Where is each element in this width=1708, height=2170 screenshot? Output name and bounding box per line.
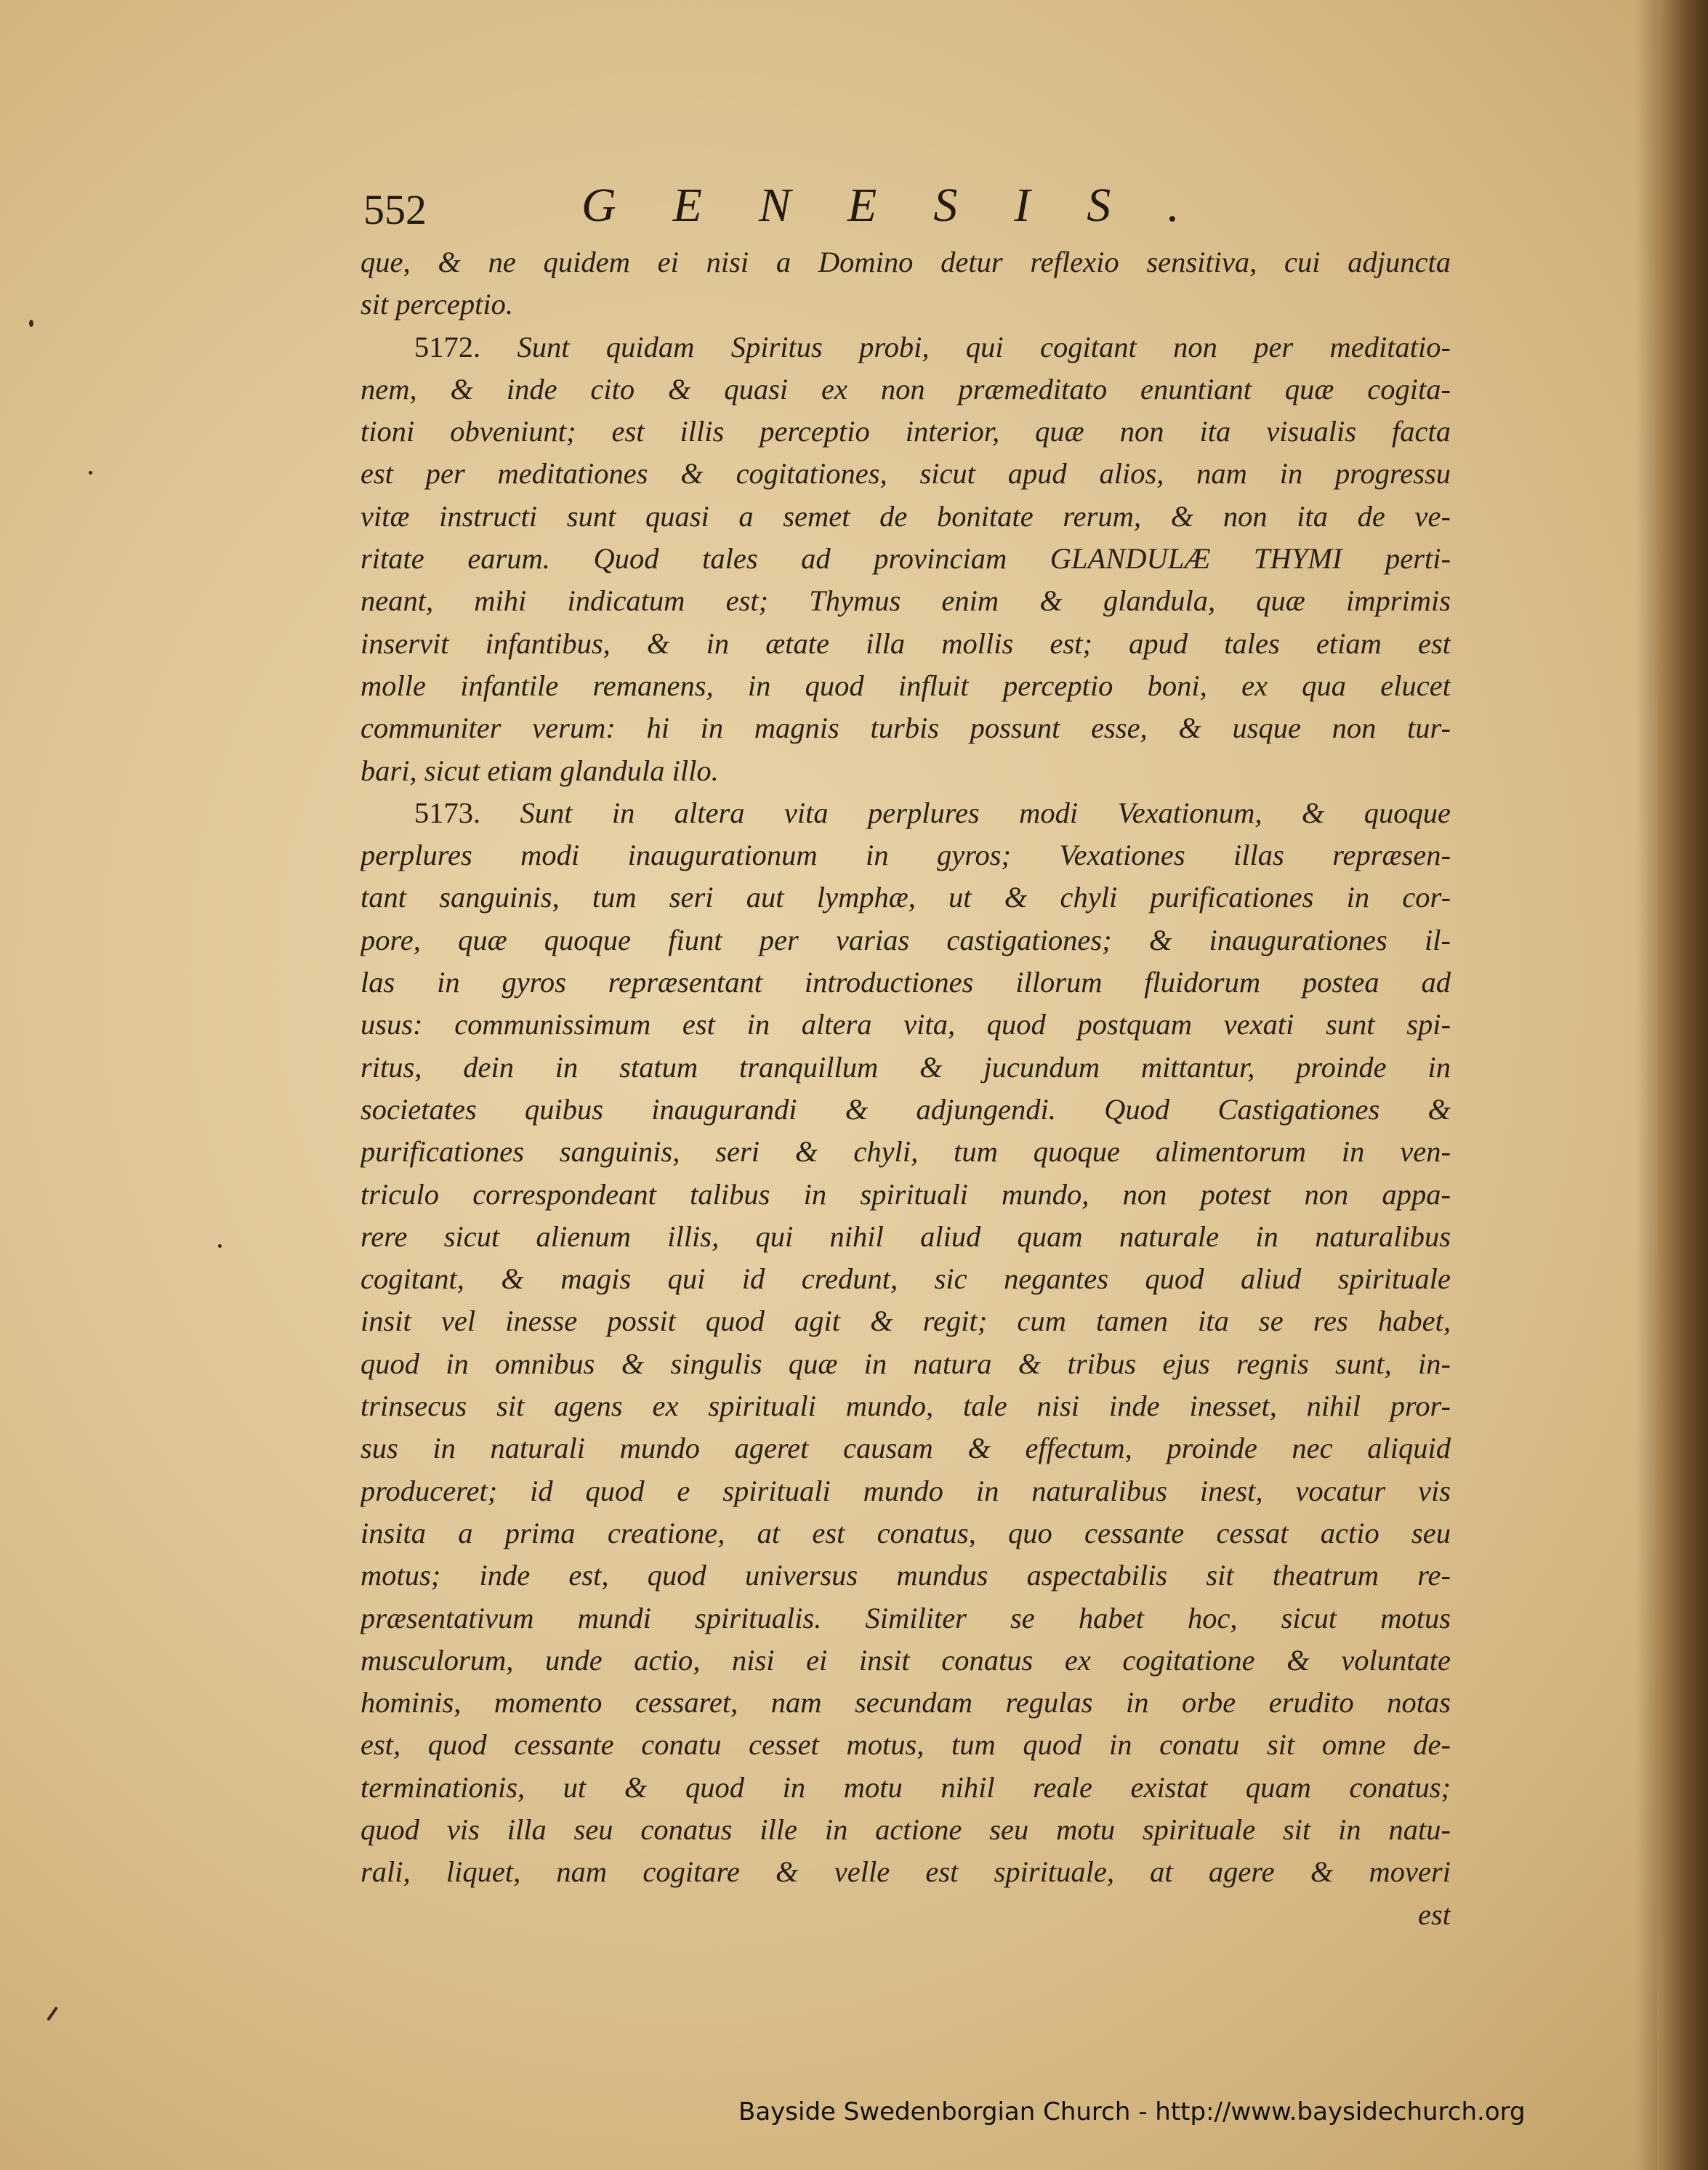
line-text: inservit infantibus, & in ætate illa mollis est; apud tales etiam est	[360, 626, 1451, 660]
text-line	[360, 241, 1451, 283]
line-text: que, & ne quidem ei nisi a Domino detur reflexio sensitiva, cui adjuncta	[360, 246, 1451, 278]
text-line	[360, 834, 1451, 876]
text-line	[360, 1809, 1451, 1851]
line-text: insita a prima creatione, at est conatus, quo cessante cessat actio seu	[360, 1516, 1451, 1549]
line-text: Sunt quidam Spiritus probi, qui cogitant non per meditatio-	[517, 330, 1451, 363]
text-line	[360, 1385, 1451, 1427]
paper-speck	[47, 2006, 58, 2021]
line-text: pore, quæ quoque fiunt per varias castigationes; & inaugurationes il-	[360, 923, 1451, 956]
line-text: cogitant, & magis qui id credunt, sic negantes quod aliud spirituale	[360, 1262, 1451, 1296]
line-text: hominis, momento cessaret, nam secundam regulas in orbe erudito notas	[360, 1686, 1451, 1719]
text-line	[360, 326, 1451, 368]
line-text: societates quibus inaugurandi & adjungendi. Quod Castigationes &	[360, 1092, 1451, 1126]
text-line	[360, 1131, 1451, 1173]
running-title: GENESIS.	[581, 179, 1236, 232]
text-line	[360, 283, 1451, 326]
line-text: motus; inde est, quod universus mundus aspectabilis sit theatrum re-	[360, 1559, 1451, 1592]
line-text: ritate earum. Quod tales ad provinciam GLANDULÆ THYMI perti-	[360, 542, 1451, 576]
text-line	[360, 496, 1451, 538]
page-number: 552	[363, 186, 427, 233]
text-line	[360, 1046, 1451, 1089]
text-line	[360, 665, 1451, 707]
line-text: est per meditationes & cogitationes, sicut apud alios, nam in progressu	[360, 457, 1451, 491]
text-line	[360, 1894, 1451, 1936]
line-text: produceret; id quod e spirituali mundo in naturalibus inest, vocatur vis	[360, 1474, 1451, 1507]
paragraph-number: 5173.	[414, 796, 481, 829]
text-line	[360, 1851, 1451, 1893]
line-text: musculorum, unde actio, nisi ei insit conatus ex cogitatione & voluntate	[360, 1643, 1451, 1677]
line-text: rali, liquet, nam cogitare & velle est spirituale, at agere & moveri	[360, 1855, 1451, 1889]
line-text: ritus, dein in statum tranquillum & jucundum mittantur, proinde in	[360, 1050, 1451, 1084]
page-header	[363, 178, 1454, 236]
book-gutter	[1657, 0, 1708, 2170]
text-line	[360, 1682, 1451, 1724]
line-text: sit perceptio.	[360, 288, 513, 321]
line-text: insit vel inesse possit quod agit & regit; cum tamen ita se res habet,	[360, 1304, 1451, 1338]
line-text: est	[1418, 1897, 1451, 1931]
line-text: communiter verum: hi in magnis turbis possunt esse, & usque non tur-	[360, 711, 1451, 745]
line-text: vitæ instructi sunt quasi a semet de bonitate rerum, & non ita de ve-	[360, 499, 1451, 533]
text-line	[360, 1639, 1451, 1682]
text-line	[360, 792, 1451, 834]
line-text: molle infantile remanens, in quod influit perceptio boni, ex qua elucet	[360, 669, 1451, 702]
line-text: nem, & inde cito & quasi ex non præmeditato enuntiant quæ cogita-	[360, 372, 1451, 406]
text-line	[360, 750, 1451, 792]
text-line	[360, 1174, 1451, 1216]
text-line	[360, 1258, 1451, 1300]
text-line	[360, 1216, 1451, 1258]
line-text: usus: communissimum est in altera vita, quod postquam vexati sunt spi-	[360, 1008, 1451, 1041]
text-line	[360, 411, 1451, 453]
line-text: purificationes sanguinis, seri & chyli, tum quoque alimentorum in ven-	[360, 1135, 1451, 1169]
text-line	[360, 1343, 1451, 1385]
line-text: Sunt in altera vita perplures modi Vexationum, & quoque	[520, 796, 1451, 829]
line-text: neant, mihi indicatum est; Thymus enim & glandula, quæ imprimis	[360, 584, 1451, 618]
text-line	[360, 1724, 1451, 1766]
text-line	[360, 1089, 1451, 1131]
body-text	[360, 241, 1451, 1936]
text-line	[360, 368, 1451, 411]
line-text: est, quod cessante conatu cesset motus, tum quod in conatu sit omne de-	[360, 1728, 1451, 1762]
paper-speck	[218, 1244, 222, 1248]
text-line	[360, 623, 1451, 665]
line-text: triculo correspondeant talibus in spirituali mundo, non potest non appa-	[360, 1177, 1451, 1211]
line-text: tant sanguinis, tum seri aut lymphæ, ut & chyli purificationes in cor-	[360, 881, 1451, 914]
line-text: quod vis illa seu conatus ille in actione seu motu spirituale sit in natu-	[360, 1812, 1451, 1846]
text-line	[360, 1597, 1451, 1639]
line-text: quod in omnibus & singulis quæ in natura & tribus ejus regnis sunt, in-	[360, 1347, 1451, 1380]
text-line	[360, 1004, 1451, 1046]
text-line	[360, 1554, 1451, 1597]
line-text: trinsecus sit agens ex spirituali mundo, tale nisi inde inesset, nihil pror-	[360, 1389, 1451, 1423]
line-text: bari, sicut etiam glandula illo.	[360, 754, 719, 787]
footer-credit: Bayside Swedenborgian Church - http://www.baysidechurch.org	[738, 2097, 1526, 2126]
text-line	[360, 1512, 1451, 1554]
text-line	[360, 961, 1451, 1004]
paper-speck	[29, 320, 33, 327]
text-line	[360, 1300, 1451, 1342]
text-line	[360, 580, 1451, 622]
text-line	[360, 876, 1451, 919]
text-line	[360, 453, 1451, 495]
line-text: las in gyros repræsentant introductiones illorum fluidorum postea ad	[360, 966, 1451, 999]
paper-speck	[89, 471, 92, 475]
line-text: perplures modi inaugurationum in gyros; Vexationes illas repræsen-	[360, 839, 1451, 872]
line-text: sus in naturali mundo ageret causam & effectum, proinde nec aliquid	[360, 1432, 1451, 1465]
line-text: præsentativum mundi spiritualis. Similiter se habet hoc, sicut motus	[360, 1601, 1451, 1634]
text-line	[360, 1427, 1451, 1469]
text-line	[360, 1767, 1451, 1809]
line-text: terminationis, ut & quod in motu nihil reale existat quam conatus;	[360, 1770, 1451, 1804]
text-line	[360, 919, 1451, 961]
text-line	[360, 538, 1451, 580]
text-line	[360, 1470, 1451, 1512]
line-text: rere sicut alienum illis, qui nihil aliud quam naturale in naturalibus	[360, 1219, 1451, 1253]
paragraph-number: 5172.	[414, 330, 481, 363]
text-line	[360, 707, 1451, 749]
page-shadow	[1635, 0, 1657, 2170]
line-text: tioni obveniunt; est illis perceptio interior, quæ non ita visualis facta	[360, 415, 1451, 448]
